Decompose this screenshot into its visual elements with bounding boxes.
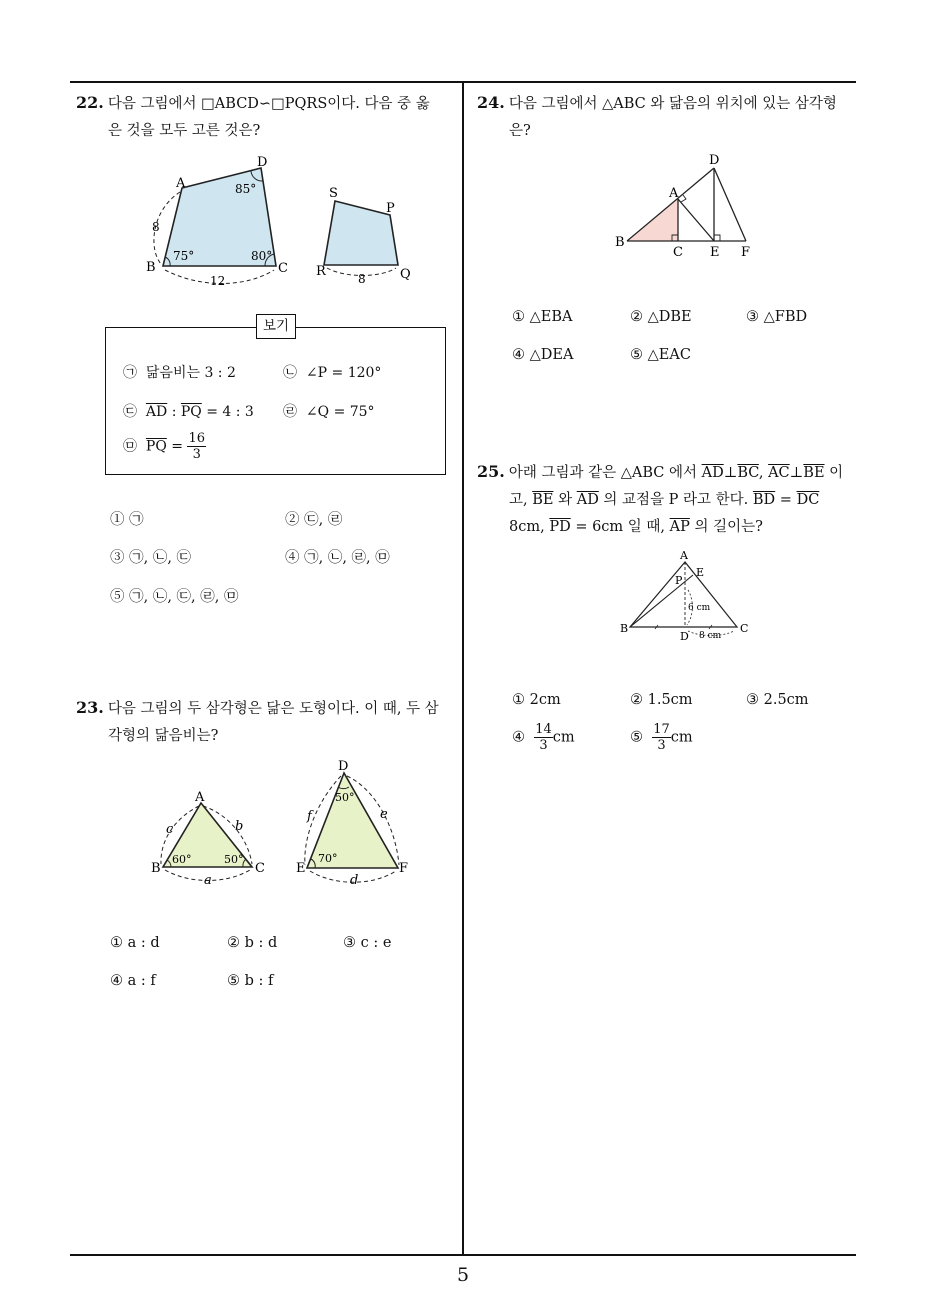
- answer-option[interactable]: ① △EBA: [512, 309, 573, 325]
- point-P-label: P: [675, 574, 683, 587]
- question-text: 은 것을 모두 고른 것은?: [108, 123, 261, 139]
- side-label: b: [235, 819, 244, 834]
- vertex-B-label: B: [615, 235, 625, 250]
- vertex-B-label: B: [146, 260, 156, 275]
- answer-option[interactable]: ⑤ △EAC: [630, 347, 691, 363]
- vertex-S-label: S: [329, 186, 338, 201]
- answer-option[interactable]: ④ a : f: [110, 973, 156, 989]
- question-text: 다음 그림의 두 삼각형은 닮은 도형이다. 이 때, 두 삼: [107, 701, 439, 717]
- question-25: 25. 아래 그림과 같은 △ABC 에서 $\overline{AD}\perp\overline{BC}$, $\overline{AC}\perp\overline{BE}$ 이 고, $\overline{BE}$ 와 $\overline{AD}$ 의 교점을 P 라고 한다. $\overline{BD} = \overline{DC}$ 8cm, $\overline{PD} = 6cm$ 일 때, $\overline{AP}$ 의 길이는?: [477, 462, 844, 535]
- question-text: 은?: [509, 123, 531, 139]
- bottom-rule: [70, 1254, 856, 1256]
- column-divider: [462, 82, 464, 1254]
- length-label: 12: [210, 274, 226, 288]
- vertex-P-label: P: [386, 201, 395, 216]
- length-label: 8 cm: [699, 631, 722, 641]
- answer-option[interactable]: ⑤ ㉠, ㉡, ㉢, ㉣, ㉤: [110, 589, 239, 605]
- question-number: 25.: [477, 462, 505, 481]
- vertex-D-label: D: [338, 759, 349, 774]
- angle-label: 80°: [251, 249, 273, 263]
- length-label: 6 cm: [688, 603, 711, 613]
- side-label: e: [380, 807, 388, 822]
- question-text: 다음 그림에서 △ABC 와 닮음의 위치에 있는 삼각형: [508, 96, 837, 112]
- point-D-label: D: [680, 630, 689, 643]
- orthocenter-triangle-figure: [615, 545, 755, 645]
- bogi-title: 보기: [256, 314, 296, 339]
- vertex-E-label: E: [296, 861, 306, 876]
- vertex-A-label: A: [669, 186, 679, 201]
- side-label: c: [166, 822, 174, 837]
- vertex-D-label: D: [257, 155, 268, 170]
- answer-option[interactable]: ③ △FBD: [746, 309, 808, 325]
- bogi-item: ㉢ $\overline{AD}$ : $\overline{PQ} = 4$ : 3: [123, 404, 254, 420]
- vertex-Q-label: Q: [400, 267, 411, 282]
- question-number: 23.: [76, 698, 104, 717]
- page-number: 5: [456, 1264, 470, 1286]
- vertex-C-label: C: [673, 245, 683, 260]
- answer-option[interactable]: ③ ㉠, ㉡, ㉢: [110, 550, 192, 566]
- answer-option[interactable]: ③ c : e: [343, 935, 392, 951]
- answer-option[interactable]: ② b : d: [227, 935, 278, 951]
- answer-option[interactable]: ① a : d: [110, 935, 160, 951]
- bogi-item: ㉤ $\overline{PQ}$ = $\frac{16}{3}$: [123, 431, 205, 462]
- angle-label: 60°: [172, 853, 192, 866]
- similar-triangles-figure: [610, 150, 760, 260]
- angle-label: 70°: [318, 852, 338, 865]
- question-22: [76, 89, 460, 145]
- answer-option[interactable]: ④ $\frac{14}{3}$ cm: [512, 722, 575, 753]
- angle-label: 85°: [235, 182, 257, 196]
- vertex-C-label: C: [278, 261, 288, 276]
- bogi-item: ㉠ 닮음비는 3 : 2: [123, 365, 236, 381]
- bogi-item: ㉡ ∠P = 120°: [283, 365, 382, 381]
- angle-label: 50°: [335, 791, 355, 804]
- side-label: d: [350, 873, 359, 888]
- question-23: [76, 694, 460, 750]
- question-text: 각형의 닮음비는?: [108, 728, 219, 744]
- vertex-D-label: D: [709, 153, 720, 168]
- question-number: 22.: [76, 93, 104, 112]
- question-number: 24.: [477, 93, 505, 112]
- angle-label: 50°: [224, 853, 244, 866]
- answer-option[interactable]: ② ㉢, ㉣: [285, 512, 343, 528]
- question-24: [477, 89, 861, 145]
- answer-option[interactable]: ⑤ b : f: [227, 973, 274, 989]
- question-text: 다음 그림에서 □ABCD∽□PQRS이다. 다음 중 옳: [107, 96, 430, 112]
- side-label: f: [307, 809, 312, 824]
- length-label: 8: [358, 272, 366, 286]
- vertex-B-label: B: [620, 622, 629, 635]
- triangles-figure: [140, 755, 420, 890]
- vertex-C-label: C: [740, 622, 749, 635]
- length-label: 8: [152, 220, 160, 234]
- answer-option[interactable]: ② △DBE: [630, 309, 692, 325]
- vertex-F-label: F: [741, 245, 751, 260]
- vertex-A-label: A: [680, 549, 688, 562]
- bogi-item: ㉣ ∠Q = 75°: [283, 404, 375, 420]
- vertex-C-label: C: [255, 861, 265, 876]
- angle-label: 75°: [173, 249, 195, 263]
- answer-option[interactable]: ⑤ $\frac{17}{3}$ cm: [630, 722, 693, 753]
- answer-option[interactable]: ② 1.5cm: [630, 692, 693, 708]
- vertex-F-label: F: [399, 861, 409, 876]
- vertex-A-label: A: [176, 176, 186, 191]
- answer-option[interactable]: ③ 2.5cm: [746, 692, 809, 708]
- vertex-E-label: E: [696, 566, 705, 579]
- answer-option[interactable]: ④ ㉠, ㉡, ㉣, ㉤: [285, 550, 390, 566]
- answer-option[interactable]: ① ㉠: [110, 512, 144, 528]
- quadrilateral-figure: [140, 150, 430, 295]
- vertex-R-label: R: [316, 264, 326, 279]
- answer-option[interactable]: ① 2cm: [512, 692, 561, 708]
- vertex-B-label: B: [151, 861, 161, 876]
- answer-option[interactable]: ④ △DEA: [512, 347, 574, 363]
- side-label: a: [204, 873, 212, 888]
- vertex-A-label: A: [195, 790, 205, 805]
- vertex-E-label: E: [710, 245, 720, 260]
